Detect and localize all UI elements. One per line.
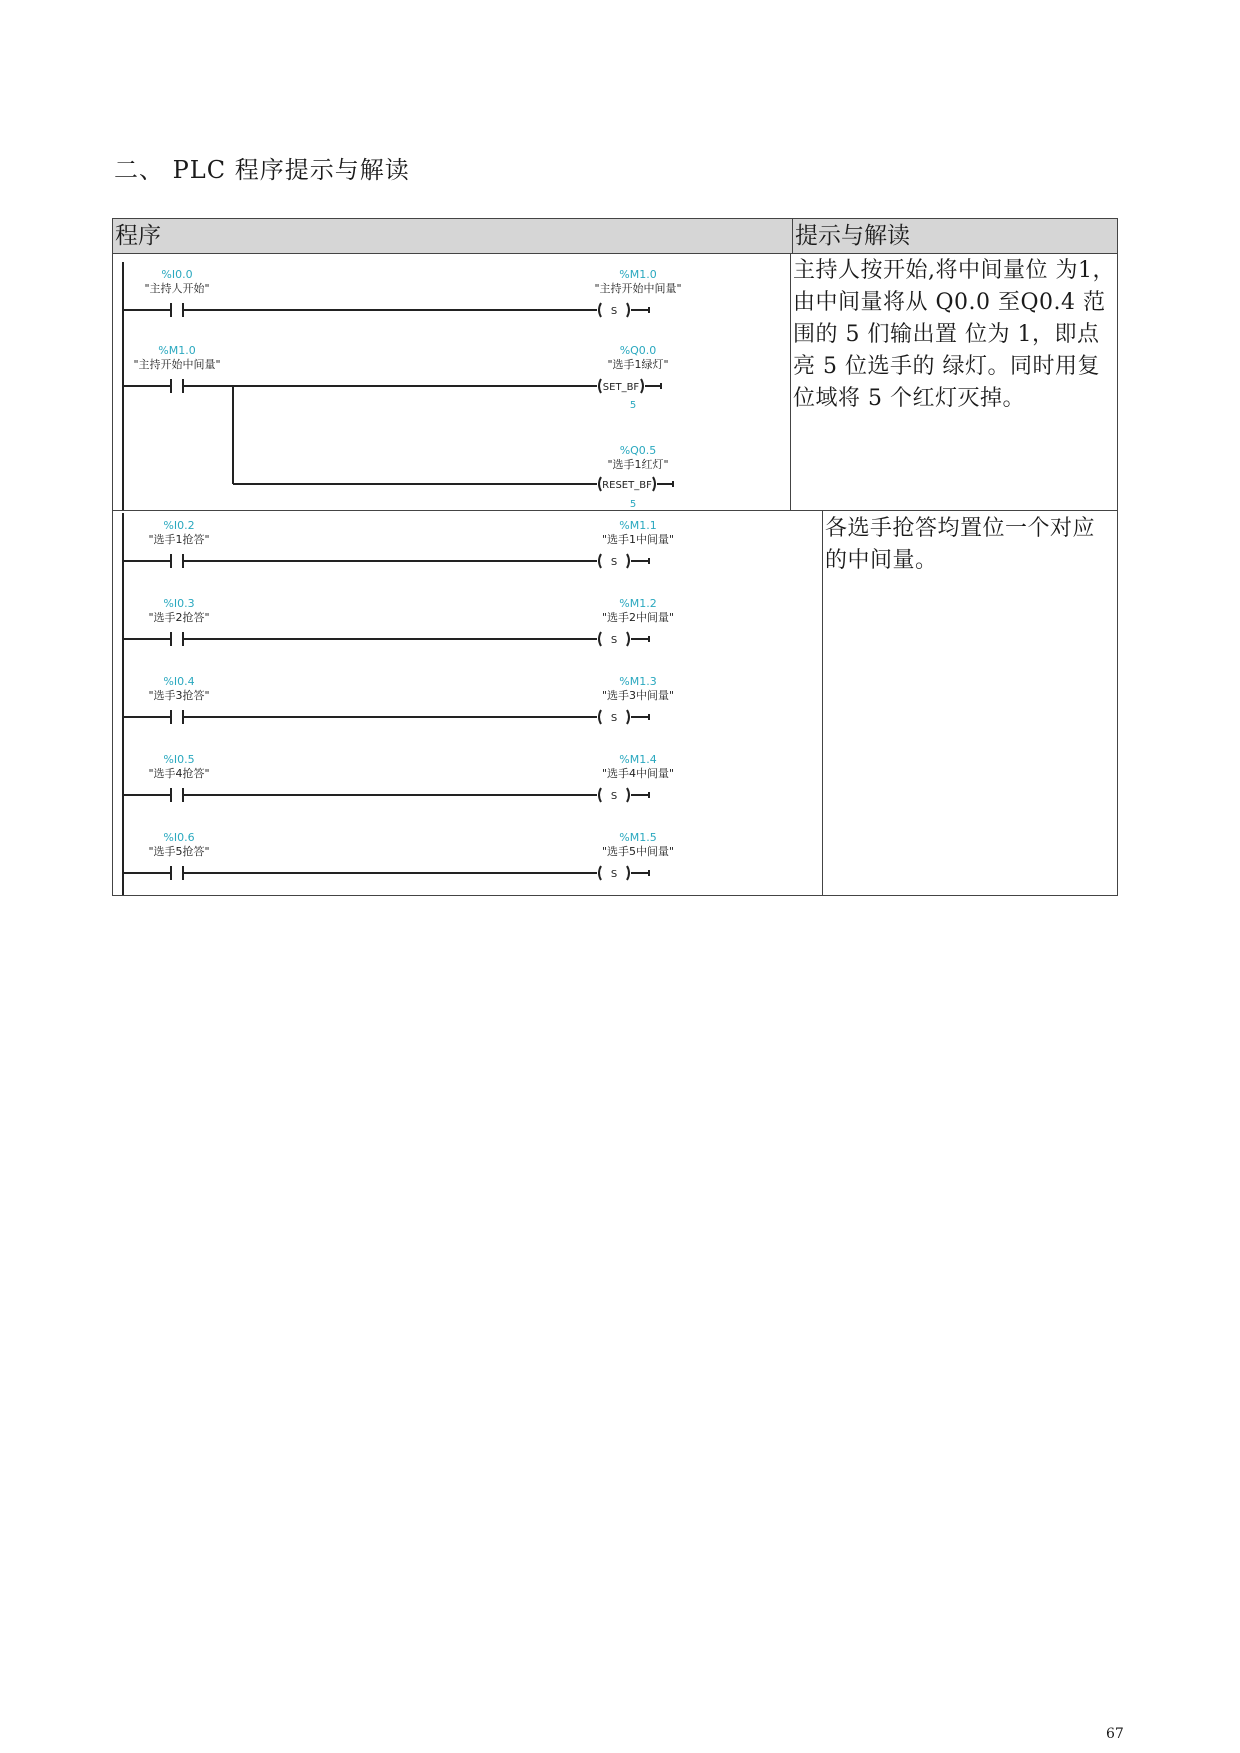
no-contact [123, 866, 597, 880]
section-title: 二、 PLC 程序提示与解读 [114, 156, 410, 184]
rung [123, 597, 674, 646]
coil-type: S [610, 869, 618, 880]
coil-param: 5 [629, 400, 637, 411]
ladder-cell-1 [113, 254, 791, 510]
coil-type: SET_BF [602, 382, 640, 393]
coil-type: S [610, 713, 618, 724]
rung [123, 753, 674, 802]
coil-address: %M1.2 [619, 597, 657, 610]
table-row [112, 511, 1118, 896]
coil-address: %M1.3 [619, 675, 657, 688]
contact-address: %I0.4 [163, 675, 195, 688]
contact-address: %I0.0 [161, 268, 193, 281]
coil-type: S [610, 635, 618, 646]
coil-tag: "选手2中间量" [601, 611, 675, 624]
contact-tag: "主持开始中间量" [133, 358, 221, 371]
set-coil [599, 554, 649, 568]
coil-tag: "选手3中间量" [601, 689, 675, 702]
contact-tag: "选手3抢答" [148, 689, 210, 702]
branch-wire [233, 386, 597, 484]
set-coil [599, 710, 649, 724]
page-number: 67 [1106, 1726, 1124, 1742]
contact-address: %I0.6 [163, 831, 195, 844]
contact-address: %I0.5 [163, 753, 195, 766]
no-contact [123, 303, 597, 317]
set-coil [599, 788, 649, 802]
header-program: 程序 [113, 219, 793, 253]
contact-tag: "选手5抢答" [148, 845, 210, 858]
table-row [112, 254, 1118, 511]
coil-tag: "主持开始中间量" [594, 282, 682, 295]
contact-address: %I0.2 [163, 519, 195, 532]
coil-tag: "选手5中间量" [601, 845, 675, 858]
header-explanation: 提示与解读 [795, 223, 910, 249]
coil-address: %M1.1 [619, 519, 657, 532]
explanation-cell-2: 各选手抢答均置位一个对应的中间量。 [825, 516, 1096, 573]
contact-address: %I0.3 [163, 597, 195, 610]
coil-address: %M1.4 [619, 753, 657, 766]
coil-type: S [610, 557, 618, 568]
coil-address: %M1.5 [619, 831, 657, 844]
no-contact [123, 788, 597, 802]
ladder-diagram-1 [113, 254, 790, 510]
set-coil [599, 303, 649, 317]
coil-type: RESET_BF [602, 480, 652, 491]
coil-address: %M1.0 [619, 268, 657, 281]
contact-tag: "主持人开始" [144, 282, 210, 295]
coil-type: S [610, 306, 618, 317]
ladder-diagram-2 [113, 511, 822, 895]
coil-tag: "选手1绿灯" [607, 358, 669, 371]
rung [123, 675, 674, 724]
program-table [112, 218, 1118, 896]
contact-tag: "选手4抢答" [148, 767, 210, 780]
rung [123, 519, 674, 568]
explanation-cell-1: 主持人按开始,将中间量位 为1，由中间量将从 Q0.0 至Q0.4 范围的 5 们输出置 位为 1，即点亮 5 位选手的 绿灯。同时用复位域将 5 个红灯灭掉。 [793, 258, 1115, 411]
coil-type: S [610, 791, 618, 802]
contact-tag: "选手1抢答" [148, 533, 210, 546]
coil-param: 5 [629, 499, 637, 510]
contact-address: %M1.0 [158, 344, 196, 357]
no-contact [123, 379, 597, 393]
set-coil [599, 632, 649, 646]
no-contact [123, 632, 597, 646]
table-header-row [112, 218, 1118, 254]
rung-group [123, 519, 674, 880]
coil-tag: "选手4中间量" [601, 767, 675, 780]
coil-address: %Q0.5 [619, 444, 657, 457]
contact-tag: "选手2抢答" [148, 611, 210, 624]
set-coil [599, 866, 649, 880]
coil-tag: "选手1中间量" [601, 533, 675, 546]
coil-address: %Q0.0 [619, 344, 657, 357]
coil-tag: "选手1红灯" [607, 458, 669, 471]
no-contact [123, 710, 597, 724]
ladder-cell-2 [113, 511, 823, 895]
rung [123, 831, 674, 880]
no-contact [123, 554, 597, 568]
